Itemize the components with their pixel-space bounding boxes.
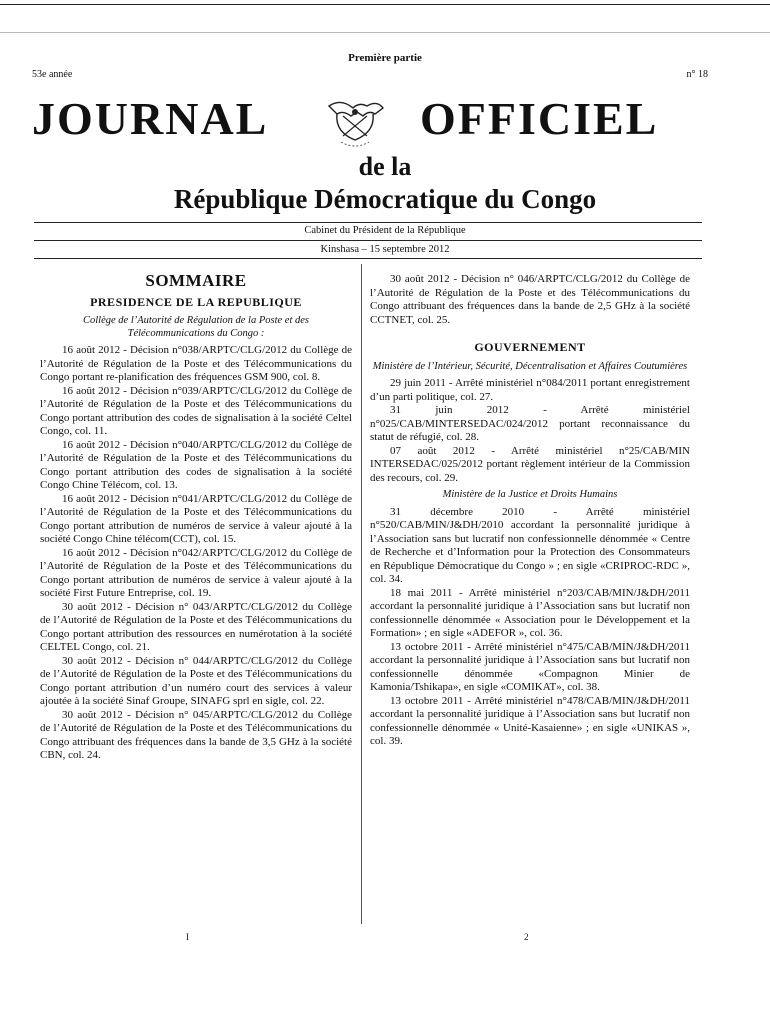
list-item: 31 décembre 2010 - Arrêté ministériel n°520/CAB/MIN/J&DH/2010 accordant la personnalité juridique à l’Association sans but lucratif non confessionnelle dénommée « Centre de Recherche et d’Information pour la Protection des Consommateurs en République Démocratique du Congo » ; en sigle «CRIPROC-RDC », col. 34. — [370, 505, 690, 585]
right-column — [370, 273, 690, 749]
masthead-country: République Démocratique du Congo — [173, 184, 597, 214]
list-item: 29 juin 2011 - Arrêté ministériel n°084/2011 portant enregistrement d’un parti politique, col. 27. — [370, 377, 690, 403]
column-divider — [361, 264, 362, 924]
coat-of-arms-icon — [323, 92, 387, 152]
cabinet-line: Cabinet du Président de la République — [304, 225, 466, 236]
list-item: 16 août 2012 - Décision n°041/ARPTC/CLG/2012 du Collège de l’Autorité de Régulation de la Poste et des Télécommunications du Congo portant attribution de numéros de service à valeur ajouté à la société Congo Chine télécom(CCT), col. 15. — [40, 492, 352, 545]
list-item: 13 octobre 2011 - Arrêté ministériel n°478/CAB/MIN/J&DH/2011 accordant la personnalité juridique à l’Association sans but lucratif non confessionnelle dénommée « Unité-Kasaienne» ; en sigle «UNIKAS », col. 39. — [370, 694, 690, 747]
list-item: 13 octobre 2011 - Arrêté ministériel n°475/CAB/MIN/J&DH/2011 accordant la personnalité juridique à l’Association sans but lucratif non confessionnelle dénommée «Compagnon Minier de Kamonia/Tshikapa», en sigle «COMIKAT», col. 38. — [370, 640, 690, 693]
header-rule-2 — [34, 240, 702, 241]
top-border-faint — [0, 32, 770, 33]
list-item: 30 août 2012 - Décision n° 046/ARPTC/CLG/2012 du Collège de l’Autorité de Régulation de la Poste et des Télécommunications du Congo attribuant des fréquences dans la bande de 2,5 GHz à la société CCTNET, col. 25. — [370, 273, 690, 326]
list-item: 30 août 2012 - Décision n° 043/ARPTC/CLG/2012 du Collège de l’Autorité de Régulation de la Poste et des Télécommunications du Congo portant attribution des ressources en numérotation à la société CELTEL Congo, col. 21. — [40, 600, 352, 653]
masthead-de-la: de la — [358, 152, 412, 181]
list-item: 31 juin 2012 - Arrêté ministériel n°025/CAB/MINTERSEDAC/024/2012 portant reconnaissance du statut de réfugié, col. 28. — [370, 404, 690, 443]
masthead-journal: JOURNAL — [32, 93, 269, 144]
page-mark-right: 2 — [524, 932, 529, 942]
place-date: Kinshasa – 15 septembre 2012 — [320, 244, 450, 255]
issue-number: n° 18 — [686, 69, 708, 80]
list-item: 16 août 2012 - Décision n°039/ARPTC/CLG/2012 du Collège de l’Autorité de Régulation de la Poste et des Télécommunications du Congo portant attribution des codes de signalisation à la société Celtel Congo, col. 11. — [40, 384, 352, 437]
list-item: 16 août 2012 - Décision n°038/ARPTC/CLG/2012 du Collège de l’Autorité de Régulation de la Poste et des Télécommunications du Congo portant re-planification des fréquences GSM 900, col. 8. — [40, 344, 352, 383]
page-mark-left: I — [186, 932, 189, 942]
list-item: 16 août 2012 - Décision n°042/ARPTC/CLG/2012 du Collège de l’Autorité de Régulation de la Poste et des Télécommunications du Congo portant attribution de numéros de service à valeur ajouté à la société First Future Entreprise, col. 19. — [40, 546, 352, 599]
list-item: 30 août 2012 - Décision n° 044/ARPTC/CLG/2012 du Collège de l’Autorité de Régulation de la Poste et des Télécommunications du Congo portant attribution d’un numéro court des services à valeur ajoutée à la société Sinaf Groupe, SINAFG sprl en sigle, col. 22. — [40, 654, 352, 707]
part-label: Première partie — [348, 52, 422, 64]
year-label: 53e année — [32, 69, 73, 80]
header-rule-1 — [34, 222, 702, 223]
section-presidence: PRESIDENCE DE LA REPUBLIQUE — [90, 294, 302, 309]
list-item: 07 août 2012 - Arrêté ministériel n°25/CAB/MIN INTERSEDAC/025/2012 portant règlement intérieur de la Commission des recours, col. 29. — [370, 444, 690, 484]
subsection-justice: Ministère de la Justice et Droits Humains — [442, 489, 618, 500]
header-rule-3 — [34, 258, 702, 259]
masthead-officiel: OFFICIEL — [420, 93, 659, 144]
left-column — [40, 271, 352, 763]
top-border — [0, 4, 770, 5]
list-item: 16 août 2012 - Décision n°040/ARPTC/CLG/2012 du Collège de l’Autorité de Régulation de la Poste et des Télécommunications du Congo portant attribution des codes de signalisation à la société Congo Chine Télécom, col. 13. — [40, 438, 352, 491]
list-item: 18 mai 2011 - Arrêté ministériel n°203/CAB/MIN/J&DH/2011 accordant la personnalité juridique à l’Association sans but lucratif non confessionnelle dénommée « Association pour le Développement et la Formation» ; en sigle «ADEFOR », col. 36. — [370, 586, 690, 639]
subsection-arptc: Collège de l’Autorité de Régulation de la Poste et des Télécommunications du Congo : — [83, 315, 309, 339]
section-gouvernement: GOUVERNEMENT — [474, 340, 586, 354]
subsection-interieur: Ministère de l’Intérieur, Sécurité, Décentralisation et Affaires Coutumières — [372, 360, 688, 372]
sommaire-heading: SOMMAIRE — [145, 271, 247, 290]
list-item: 30 août 2012 - Décision n° 045/ARPTC/CLG/2012 du Collège de l’Autorité de Régulation de la Poste et des Télécommunications du Congo attribuant des fréquences dans la bande de 3,5 GHz à la société CBN, col. 24. — [40, 708, 352, 761]
